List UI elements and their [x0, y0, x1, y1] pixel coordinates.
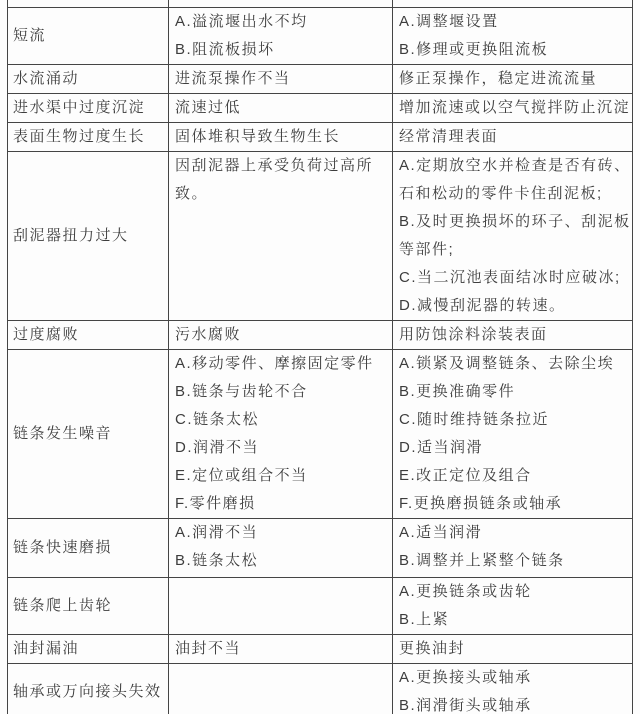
problem-cell	[8, 0, 169, 8]
table-row	[8, 0, 633, 8]
solution-item: A.适当润滑	[399, 524, 483, 541]
solution-item: D.减慢刮泥器的转速。	[399, 297, 566, 314]
solution-cell	[393, 519, 633, 578]
cause-item: 流速过低	[175, 99, 242, 116]
cause-cell	[169, 0, 393, 8]
solution-item: A.锁紧及调整链条、去除尘埃	[399, 355, 615, 372]
cause-item: 进流泵操作不当	[175, 70, 291, 87]
cause-cell	[169, 8, 393, 65]
solution-item: E.改正定位及组合	[399, 467, 532, 484]
problem-cell	[8, 321, 169, 350]
table-row	[8, 123, 633, 152]
table-row	[8, 578, 633, 635]
cause-item: D.润滑不当	[175, 439, 260, 456]
solution-item: 用防蚀涂料涂装表面	[399, 326, 548, 343]
solution-cell	[393, 321, 633, 350]
problem-label: 链条爬上齿轮	[13, 597, 113, 614]
solution-item: B.及时更换损坏的环子、刮泥板等部件;	[399, 213, 631, 258]
cause-item: B.链条太松	[175, 552, 259, 569]
solution-cell	[393, 94, 633, 123]
solution-cell	[393, 664, 633, 714]
solution-item: C.随时维持链条拉近	[399, 411, 550, 428]
solution-cell	[393, 350, 633, 519]
problem-label: 进水渠中过度沉淀	[13, 99, 146, 116]
solution-cell	[393, 8, 633, 65]
cause-item: B.阻流板损坏	[175, 41, 275, 58]
cause-cell	[169, 152, 393, 321]
table-row	[8, 94, 633, 123]
problem-label: 短流	[13, 27, 47, 44]
solution-cell	[393, 0, 633, 8]
problem-cell	[8, 635, 169, 664]
table-row	[8, 65, 633, 94]
solution-item: A.调整堰设置	[399, 13, 499, 30]
cause-cell	[169, 635, 393, 664]
problem-label: 链条发生噪音	[13, 425, 113, 442]
solution-item: 修正泵操作，稳定进流流量	[399, 70, 598, 87]
solution-item: 经常清理表面	[399, 128, 499, 145]
table-row	[8, 8, 633, 65]
table-row	[8, 321, 633, 350]
problem-label: 表面生物过度生长	[13, 128, 146, 145]
solution-item: F.更换磨损链条或轴承	[399, 495, 563, 512]
problem-cell	[8, 94, 169, 123]
cause-cell	[169, 123, 393, 152]
troubleshooting-table	[7, 0, 633, 714]
solution-item: B.润滑街头或轴承	[399, 697, 532, 714]
solution-cell	[393, 65, 633, 94]
solution-item: A.定期放空水并检查是否有砖、石和松动的零件卡住刮泥板;	[399, 157, 631, 202]
solution-item: C.当二沉池表面结冰时应破冰;	[399, 269, 621, 286]
cause-item: 污水腐败	[175, 326, 242, 343]
solution-item: B.修理或更换阻流板	[399, 41, 549, 58]
cause-cell	[169, 321, 393, 350]
problem-label: 过度腐败	[13, 326, 80, 343]
cause-cell	[169, 664, 393, 714]
solution-item: B.更换准确零件	[399, 383, 516, 400]
solution-cell	[393, 152, 633, 321]
problem-cell	[8, 664, 169, 714]
cause-item: 油封不当	[175, 640, 242, 657]
cause-cell	[169, 94, 393, 123]
cause-item: 固体堆积导致生物生长	[175, 128, 341, 145]
solution-item: B.调整并上紧整个链条	[399, 552, 565, 569]
cause-item: A.溢流堰出水不均	[175, 13, 308, 30]
solution-cell	[393, 635, 633, 664]
problem-cell	[8, 65, 169, 94]
problem-cell	[8, 152, 169, 321]
problem-label: 链条快速磨损	[13, 539, 113, 556]
solution-cell	[393, 578, 633, 635]
problem-label: 轴承或万向接头失效	[13, 683, 162, 700]
cause-item: 因刮泥器上承受负荷过高所致。	[175, 157, 374, 202]
solution-item: A.更换链条或齿轮	[399, 583, 532, 600]
problem-label: 水流涌动	[13, 70, 80, 87]
solution-item: D.适当润滑	[399, 439, 484, 456]
solution-item: B.上紧	[399, 611, 450, 628]
cause-cell	[169, 65, 393, 94]
problem-cell	[8, 123, 169, 152]
cause-item: F.零件磨损	[175, 495, 256, 512]
solution-item: A.更换接头或轴承	[399, 669, 532, 686]
table-row	[8, 635, 633, 664]
problem-cell	[8, 519, 169, 578]
cause-cell	[169, 350, 393, 519]
solution-cell	[393, 123, 633, 152]
problem-cell	[8, 350, 169, 519]
problem-label: 油封漏油	[13, 640, 80, 657]
solution-item: 更换油封	[399, 640, 466, 657]
problem-label: 刮泥器扭力过大	[13, 227, 129, 244]
solution-item: 增加流速或以空气搅拌防止沉淀	[399, 99, 631, 116]
cause-cell	[169, 578, 393, 635]
table-row	[8, 152, 633, 321]
cause-cell	[169, 519, 393, 578]
cause-item: A.润滑不当	[175, 524, 259, 541]
cause-item: C.链条太松	[175, 411, 260, 428]
problem-cell	[8, 8, 169, 65]
table-body	[8, 0, 633, 714]
table-row	[8, 519, 633, 578]
cause-item: E.定位或组合不当	[175, 467, 308, 484]
cause-item: A.移动零件、摩擦固定零件	[175, 355, 374, 372]
table-row	[8, 664, 633, 714]
table-row	[8, 350, 633, 519]
cause-item: B.链条与齿轮不合	[175, 383, 308, 400]
problem-cell	[8, 578, 169, 635]
